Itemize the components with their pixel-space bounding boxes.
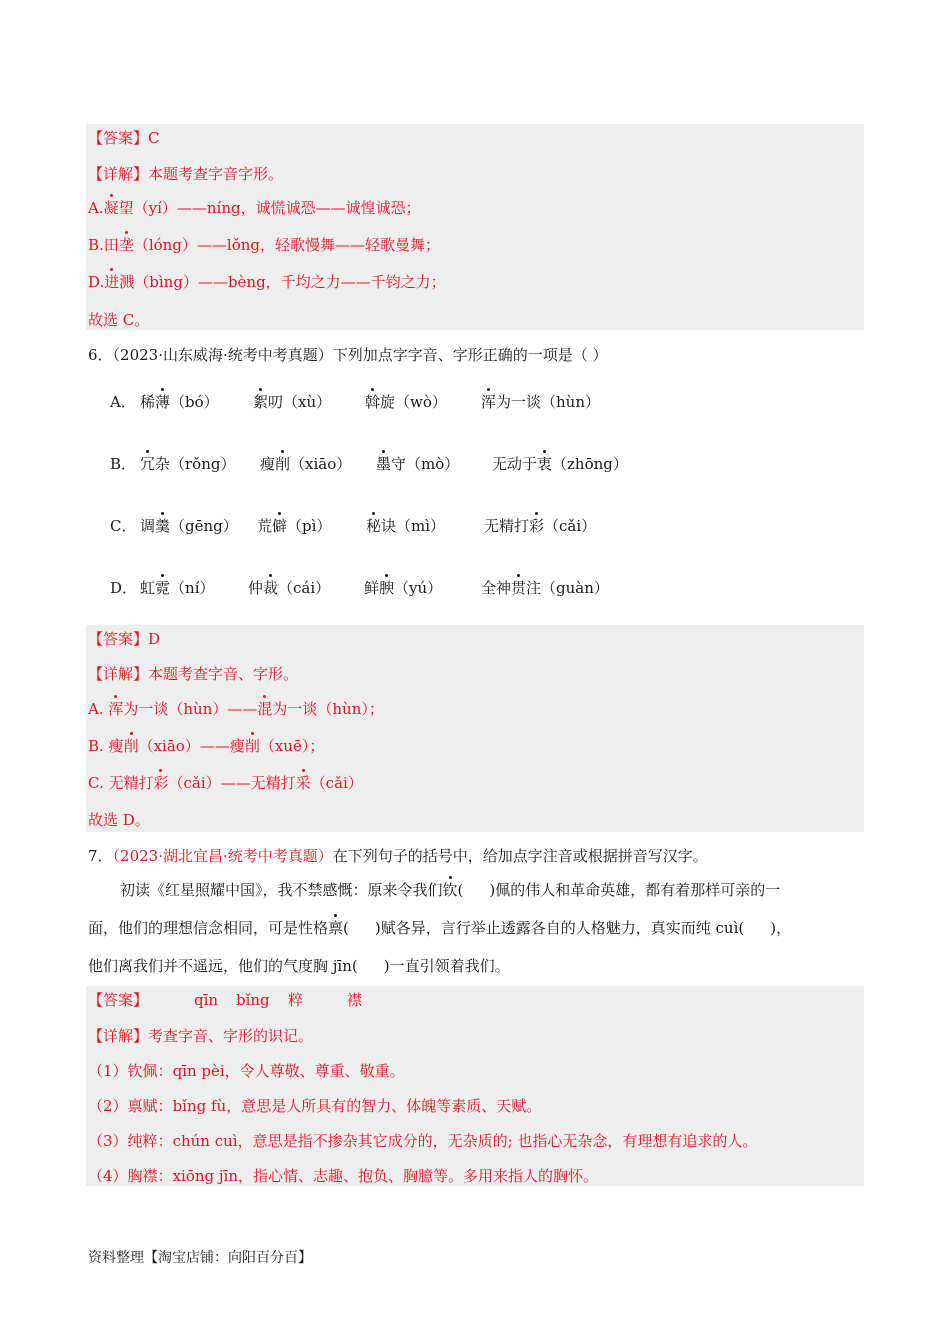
q6-option-item: 鲜腴（yú） <box>364 579 443 597</box>
q7-answer-line <box>88 990 363 1010</box>
q6-answer-box <box>86 625 864 832</box>
q6-option-item: 虹霓（ní） <box>140 579 215 597</box>
emphasis-dot-char: 薄 <box>155 393 171 411</box>
q5-answer-box <box>86 124 864 330</box>
q7-paragraph-line-1: 初读《红星照耀中国》，我不禁感慨：原来令我们钦( )佩的伟人和革命英雄，都有着那样可亲的一 <box>120 881 781 899</box>
q6-option-item: 仲裁（cái） <box>248 579 331 597</box>
emphasis-dot-char: 裁 <box>263 579 279 597</box>
emphasis-dot-char: 采 <box>295 774 311 792</box>
q6-option-label: A． <box>110 393 136 411</box>
q7-answer-2: bǐng <box>236 991 270 1009</box>
emphasis-dot-char: 浑 <box>481 393 497 411</box>
q7-paragraph-line-3: 他们离我们并不遥远，他们的气度胸 jīn( )一直引领着我们。 <box>88 957 510 975</box>
emphasis-dot-char: 秘 <box>366 517 382 535</box>
q6-option-label: B． <box>110 455 137 473</box>
q5-line-a: A.凝望（yí）——níng，诚慌诚恐——诚惶诚恐； <box>88 199 421 217</box>
q7-answer-1: qīn <box>194 991 219 1009</box>
q7-answer-4: 襟 <box>347 991 363 1009</box>
q6-conclusion: 故选 D。 <box>88 811 150 829</box>
q6-stem: 6．（2023·山东威海·统考中考真题）下列加点字字音、字形正确的一项是（ ） <box>88 346 608 364</box>
q5-line-d: D.迸溅（bìng）——bèng，千均之力——千钧之力； <box>88 273 446 291</box>
q5-explain-label: 【详解】 <box>88 165 149 183</box>
q6-option-item: 絮叨（xù） <box>253 393 332 411</box>
q6-line-c: C. 无精打彩（cǎi）——无精打采（cǎi） <box>88 774 363 792</box>
emphasis-dot-char: 僻 <box>272 517 288 535</box>
q6-option-item: 浑为一谈（hùn） <box>481 393 600 411</box>
q5-explain-line <box>88 164 283 184</box>
emphasis-dot-char: 削 <box>123 737 139 755</box>
q5-answer-label: 【答案】C <box>88 129 160 147</box>
emphasis-dot-char: 絮 <box>253 393 269 411</box>
q6-option-item: 调羹（gēng） <box>140 517 238 535</box>
q7-stem: 7．（2023·湖北宜昌·统考中考真题）在下列句子的括号中，给加点字注音或根据拼音写汉字。 <box>88 847 708 865</box>
q7-answer-box <box>86 986 864 1186</box>
emphasis-dot-char: 禀 <box>328 919 344 937</box>
q6-option-item: 无精打彩（cǎi） <box>484 517 597 535</box>
emphasis-dot-char: 腴 <box>379 579 395 597</box>
emphasis-dot-char: 彩 <box>529 517 545 535</box>
q6-option-item: 冗杂（rǒng） <box>140 455 236 473</box>
emphasis-dot-char: 混 <box>257 700 273 718</box>
emphasis-dot-char: 贯 <box>511 579 527 597</box>
page-footer: 资料整理【淘宝店铺：向阳百分百】 <box>88 1250 312 1266</box>
q7-explain-item: （3）纯粹：chún cuì，意思是指不掺杂其它成分的，无杂质的; 也指心无杂念，有理想有追求的人。 <box>88 1132 758 1150</box>
q6-option-item: 瘦削（xiāo） <box>260 455 352 473</box>
q6-explain-line: 【详解】本题考查字音、字形。 <box>88 665 299 683</box>
emphasis-dot-char: 钦 <box>442 881 458 899</box>
emphasis-dot-char: 衷 <box>537 455 553 473</box>
emphasis-dot-char: 垄 <box>118 236 134 254</box>
q6-option-item: 稀薄（bó） <box>140 393 219 411</box>
emphasis-dot-char: 浑 <box>108 700 124 718</box>
emphasis-dot-char: 墨 <box>376 455 392 473</box>
q7-explain-line: 【详解】考查字音、字形的识记。 <box>88 1027 314 1045</box>
q6-answer-label: 【答案】D <box>88 630 161 648</box>
emphasis-dot-char: 冗 <box>140 455 156 473</box>
q6-option-item: 全神贯注（guàn） <box>481 579 609 597</box>
q6-line-b: B. 瘦削（xiāo）——瘦削（xuē）； <box>88 737 325 755</box>
q6-option-label: D． <box>110 579 138 597</box>
q5-line-b: B.田垄（lóng）——lǒng，轻歌慢舞——轻歌曼舞； <box>88 236 440 254</box>
emphasis-dot-char: 彩 <box>153 774 169 792</box>
q6-option-item: 墨守（mò） <box>376 455 460 473</box>
emphasis-dot-char: 迸 <box>104 273 120 291</box>
q7-explain-item: （4）胸襟：xiōng jīn，指心情、志趣、抱负、胸臆等。多用来指人的胸怀。 <box>88 1167 598 1185</box>
q6-option-item: 斡旋（wò） <box>365 393 447 411</box>
emphasis-dot-char: 削 <box>244 737 260 755</box>
q6-option-label: C． <box>110 517 137 535</box>
q6-option-item: 荒僻（pì） <box>257 517 332 535</box>
emphasis-dot-char: 削 <box>275 455 291 473</box>
emphasis-dot-char: 凝 <box>103 199 119 217</box>
q5-explain-text: 本题考查字音字形。 <box>148 165 284 183</box>
q5-conclusion: 故选 C。 <box>88 311 150 329</box>
q7-explain-item: （1）钦佩：qīn pèi，令人尊敬、尊重、敬重。 <box>88 1062 405 1080</box>
q7-paragraph-line-2: 面，他们的理想信念相同，可是性格禀( )赋各异，言行举止透露各自的人格魅力，真实而纯 cuì( )， <box>88 919 792 937</box>
q6-option-item: 无动于衷（zhōng） <box>492 455 628 473</box>
q6-line-a: A. 浑为一谈（hùn）——混为一谈（hùn）； <box>88 700 384 718</box>
emphasis-dot-char: 羹 <box>155 517 171 535</box>
q6-option-item: 秘诀（mì） <box>366 517 446 535</box>
q7-answer-label: 【答案】 <box>88 991 149 1009</box>
emphasis-dot-char: 斡 <box>365 393 381 411</box>
q7-explain-item: （2）禀赋：bǐng fù，意思是人所具有的智力、体魄等素质、天赋。 <box>88 1097 542 1115</box>
emphasis-dot-char: 霓 <box>155 579 171 597</box>
q7-answer-3: 粹 <box>288 991 304 1009</box>
